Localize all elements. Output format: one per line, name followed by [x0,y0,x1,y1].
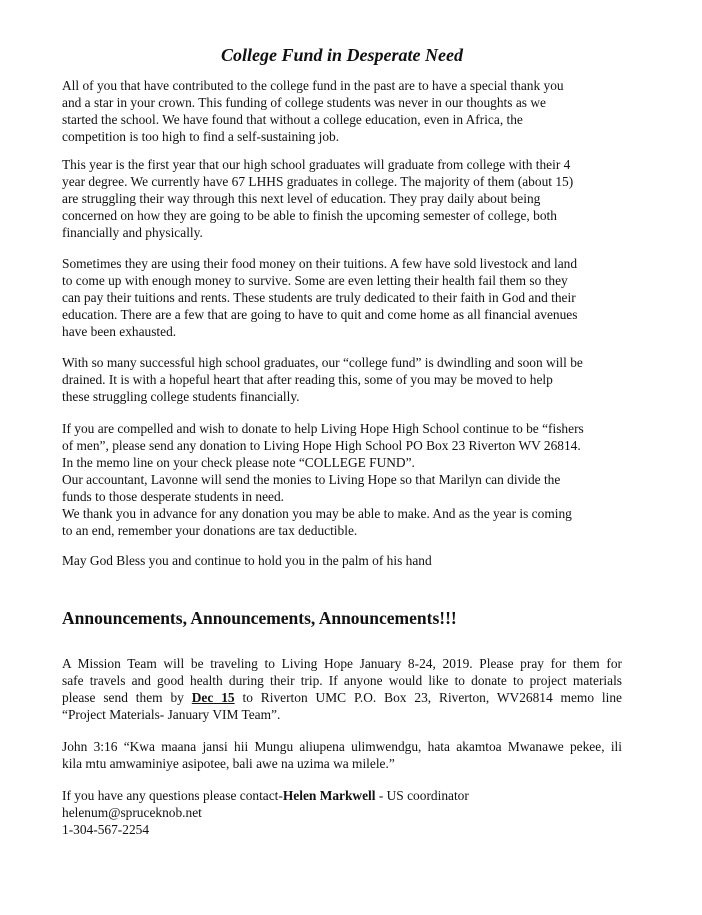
contact-name: Helen Markwell [282,788,376,803]
paragraph-line: have been exhausted. [62,324,177,339]
paragraph-line: safe travels and good health during their trip. If anyone would like to donate to project materials [62,673,622,688]
announcements-heading: Announcements, Announcements, Announcements!!! [62,608,457,628]
paragraph-line: drained. It is with a hopeful heart that after reading this, some of you may be moved to help [62,372,553,387]
verse-line: John 3:16 “Kwa maana jansi hii Mungu aliupena ulimwendgu, hata akamtoa Mwanawe pekee, ili [62,739,622,754]
paragraph-line: This year is the first year that our high school graduates will graduate from college with their 4 [62,157,571,172]
paragraph-line: We thank you in advance for any donation you may be able to make. And as the year is coming [62,506,572,521]
mission-text: please send them by [62,690,192,705]
paragraph-line: are struggling their way through this next level of education. They pray daily about being [62,191,541,206]
paragraph-line: A Mission Team will be traveling to Living Hope January 8-24, 2019. Please pray for them for [62,656,622,671]
paragraph-mission-team [62,655,622,723]
contact-email: helenum@spruceknob.net [62,805,202,820]
paragraph-college-fund [62,354,622,405]
contact-line [62,787,622,804]
paragraph-donation-info [62,420,622,539]
paragraph-line: Our accountant, Lavonne will send the monies to Living Hope so that Marilyn can divide the [62,472,561,487]
paragraph-line: education. There are a few that are going to have to quit and come home as all financial avenues [62,307,578,322]
paragraph-bible-verse [62,738,622,772]
paragraph-line [62,689,622,706]
contact-phone: 1-304-567-2254 [62,822,150,837]
paragraph-line: If you are compelled and wish to donate to help Living Hope High School continue to be “fishers [62,421,584,436]
paragraph-line: and a star in your crown. This funding of college students was never in our thoughts as we [62,95,546,110]
paragraph-line: With so many successful high school graduates, our “college fund” is dwindling and soon will be [62,355,583,370]
paragraph-line: Sometimes they are using their food money on their tuitions. A few have sold livestock and land [62,256,578,271]
mission-text: to Riverton UMC P.O. Box 23, Riverton, WV26814 memo line [234,690,623,705]
paragraph-line: In the memo line on your check please note “COLLEGE FUND”. [62,455,415,470]
paragraph-line: to come up with enough money to survive. Some are even letting their health fail them so they [62,273,568,288]
contact-text: If you have any questions please contact- [62,788,283,803]
paragraph-line: of men”, please send any donation to Living Hope High School PO Box 23 Riverton WV 26814. [62,438,581,453]
deadline-date: Dec 15 [191,690,235,705]
paragraph-line: these struggling college students financially. [62,389,300,404]
paragraph-line: concerned on how they are going to be able to finish the upcoming semester of college, both [62,208,557,223]
paragraph-line: “Project Materials- January VIM Team”. [62,707,281,722]
paragraph-line: year degree. We currently have 67 LHHS graduates in college. The majority of them (about 15) [62,174,574,189]
contact-role: - US coordinator [375,788,469,803]
contact-block [62,787,622,838]
paragraph-blessing [62,552,622,569]
paragraph-line: All of you that have contributed to the college fund in the past are to have a special thank you [62,78,564,93]
verse-line: kila mtu amwaminiye asipotee, bali awe na uzima wa milele.” [62,756,395,771]
paragraph-line: can pay their tuitions and rents. These students are truly dedicated to their faith in God and their [62,290,576,305]
paragraph-line: funds to those desperate students in need. [62,489,285,504]
paragraph-sacrifices [62,255,622,340]
blessing-line: May God Bless you and continue to hold you in the palm of his hand [62,553,432,568]
paragraph-line: financially and physically. [62,225,203,240]
paragraph-line: competition is too high to find a self-sustaining job. [62,129,340,144]
paragraph-thank-you [62,77,622,145]
paragraph-graduates [62,156,622,241]
page-title: College Fund in Desperate Need [221,45,463,65]
paragraph-line: started the school. We have found that without a college education, even in Africa, the [62,112,523,127]
paragraph-line: to an end, remember your donations are tax deductible. [62,523,358,538]
